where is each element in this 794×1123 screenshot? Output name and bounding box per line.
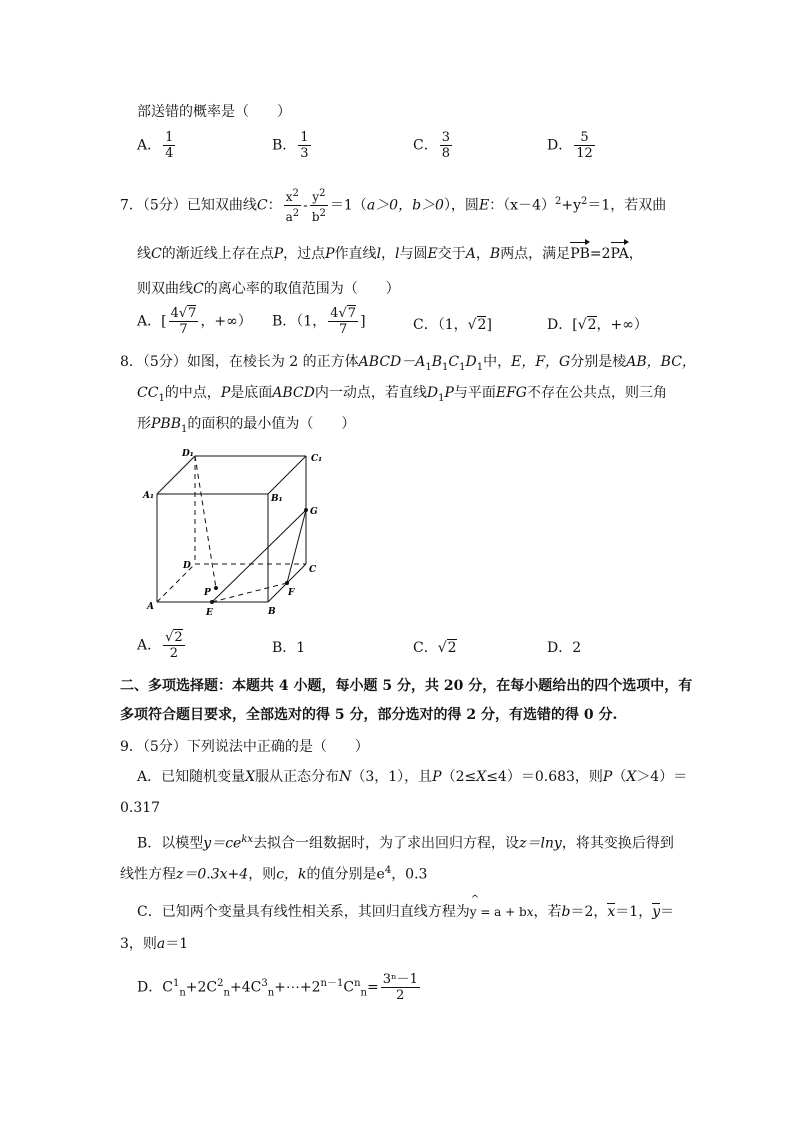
q6-option-b: B． $\frac{1}{3}$ (272, 130, 309, 161)
q6-tail: 部送错的概率是（ ） (137, 104, 291, 120)
q9-option-c-line1: C．已知两个变量具有线性相关系，其回归直线方程为^ y = a + bx，若b＝2，x＝1，y＝ (137, 902, 674, 922)
q7-option-c: C．（1，√2] (413, 317, 492, 333)
section2-line2: 多项符合题目要求，全部选对的得 5 分，部分选对的得 2 分，有选错的得 0 分. (120, 707, 618, 723)
q9-option-b-line1: B．以模型$y=ce^{kx}$去拟合一组数据时，为了求出回归方程，设z＝lny，将其变换后得到 (137, 834, 674, 852)
segment-ef (212, 583, 287, 602)
q8-line3: 形$PBB_1$的面积的最小值为（ ） (137, 416, 356, 435)
label-b1: B₁ (271, 494, 283, 504)
q6-option-c: C． $\frac{3}{8}$ (413, 130, 450, 161)
label-c1: C₁ (311, 454, 323, 464)
edge-a1d1 (157, 456, 195, 494)
point-g (304, 508, 308, 512)
label-e: E (206, 608, 213, 618)
edge-b1c1 (268, 456, 306, 494)
q7-line3: 则双曲线C的离心率的取值范围为（ ） (137, 281, 400, 297)
q6-option-a: A． $\frac{1}{4}$ (137, 130, 174, 161)
section2-line1: 二、多项选择题：本题共 4 小题，每小题 5 分，共 20 分，在每小题给出的四个选项中，有 (120, 678, 693, 694)
q7-option-b: B．（1， $\frac{4√7}{7}$ ] (272, 306, 366, 337)
label-a: A (147, 602, 154, 612)
q9-option-b-line2: 线性方程z＝0.3x+4，则c，k的值分别是$e^4$，0.3 (120, 865, 428, 883)
q8-line1: 8．（5分）如图，在棱长为 2 的正方体$ABCD-A_1B_1C_1D_1$中，E，F，G分别是棱AB，BC， (120, 354, 696, 373)
label-p: P (204, 588, 211, 598)
q9-option-d: D．$C^1_n+2C^2_n+4C^3_n+\cdots+2^{n-1}C^n_n=$ $\frac{\text{3ⁿ－1}}{2}$ (137, 972, 418, 1003)
label-f: F (288, 588, 295, 598)
cube-figure (140, 446, 330, 618)
q8-option-c: C．√2 (413, 640, 457, 656)
q8-option-d: D．2 (547, 640, 582, 656)
label-b: B (268, 607, 276, 617)
q8-line2: $CC_1$的中点，P是底面ABCD内一动点，若直线$D_1P$与平面EFG不存在公共点，则三角 (137, 385, 667, 404)
q9-option-a-line2: 0.317 (120, 800, 161, 816)
segment-d1p (195, 456, 216, 588)
q8-option-a: A． $\frac{√2}{2}$ (137, 630, 183, 661)
q8-option-b: B．1 (272, 640, 306, 656)
q7-line1: 7．（5分）已知双曲线C： $\frac{x^2}{a^2}$ - $\frac{y^2}{b^2}$ ＝1（a＞0，b＞0），圆E：$(x-4)^2+y^2=1$，若双曲 (120, 188, 667, 224)
label-c: C (309, 565, 317, 575)
label-d1: D₁ (182, 449, 194, 459)
q9-stem: 9．（5分）下列说法中正确的是（ ） (120, 739, 369, 755)
point-e (210, 600, 214, 604)
q7-option-a: A．[ $\frac{4√7}{7}$ ，+∞） (137, 306, 252, 337)
point-f (285, 581, 289, 585)
q9-option-c-line2: 3，则a＝1 (120, 936, 189, 952)
segment-fg (287, 510, 306, 583)
label-g: G (310, 507, 318, 517)
point-p (214, 586, 218, 590)
q6-option-d: D． $\frac{5}{12}$ (547, 130, 593, 161)
label-d: D (183, 561, 191, 571)
q7-line2: 线C的渐近线上存在点P，过点P作直线l，l与圆E交于A，B两点，满足PB=2PA， (137, 246, 643, 262)
q7-option-d: D．[√2，+∞） (547, 317, 648, 333)
label-a1: A₁ (143, 491, 154, 501)
q9-option-a-line1: A．已知随机变量X服从正态分布N（3，1），且P（2≤X≤4）＝0.683，则P（X＞4）＝ (137, 769, 688, 785)
